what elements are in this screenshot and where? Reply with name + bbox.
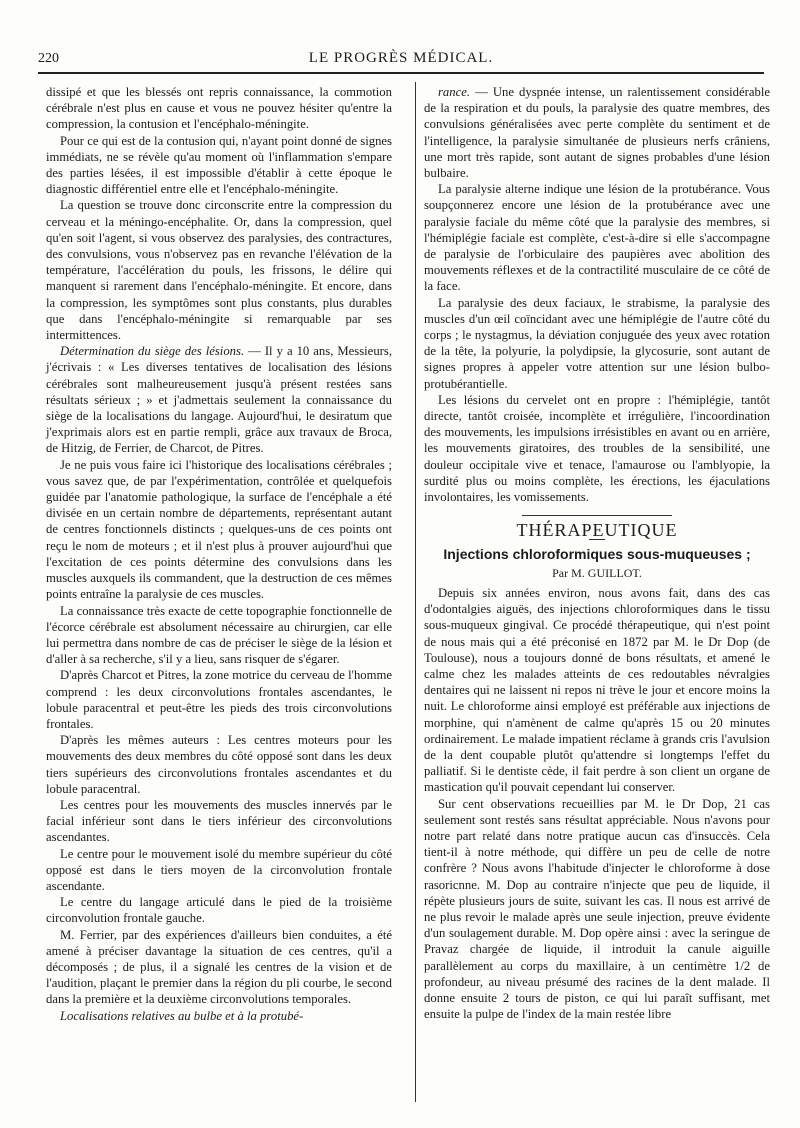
paragraph: La paralysie des deux faciaux, le strabisme, la paralysie des muscles d'un œil coïncidant avec une hémiplégie de l'autre côté du corps ; le nystagmus, la déviation conjuguée des yeux avec rotation de la tête, la polyurie, la polydipsie, la glycosurie, sont autant de signes propres à appeler votre attention sur une lésion bulbo-protubérantielle. — [424, 295, 770, 391]
paragraph-heading: Détermination du siège des lésions. — [60, 344, 245, 359]
byline-prefix: Par — [552, 565, 572, 580]
header-rule — [38, 72, 764, 74]
paragraph: dissipé et que les blessés ont repris connaissance, la commotion cérébrale n'est plus en cause et vous ne pouvez hésiter qu'entre la compression, la contusion et l'encéphalo-méningite. — [46, 85, 392, 132]
paragraph-heading: rance. — [438, 85, 471, 99]
byline — [424, 565, 770, 581]
column-divider — [415, 82, 416, 1102]
paragraph — [46, 1008, 392, 1024]
paragraph: La question se trouve donc circonscrite entre la compression du cerveau et la méningo-encéphalite. Or, dans la compression, quel qu'en soit l'agent, si vous observez des paralysies, des contractures, des convulsions, vous n'observez pas en revanche l'élévation de la température, l'accélération du pouls, les frissons, le délire qui manquent si rarement dans l'encéphalo-méningite. Et encore, dans la compression, les symptômes sont plus constants, plus durables que dans l'encéphalo-méningite si remarquable par ses intermittences. — [46, 198, 392, 343]
paragraph: Le centre du langage articulé dans le pied de la troisième circonvolution frontale gauche. — [46, 895, 392, 926]
section-rule — [522, 515, 672, 516]
paragraph: La paralysie alterne indique une lésion de la protubérance. Vous soupçonnerez encore une lésion de la protubérance avec une paralysie faciale du même côté que la paralysie des membres, si l'hémiplégie faciale est complète, c'est-à-dire si elle s'accompagne de paralysie de l'orbiculaire des paupières avec abolition des mouvements réflexes et de la contractilité musculaire de ce côté de la face. — [424, 182, 770, 294]
paragraph: M. Ferrier, par des expériences d'ailleurs bien conduites, a été amené à préciser davantage la situation de ces centres, qu'il a décomposés ; de plus, il a signalé les centres de la vision et de l'audition, plaçant le premier dans la région du pli courbe, le second dans la première et la deuxième circonvolutions temporales. — [46, 927, 392, 1007]
paragraph: Depuis six années environ, nous avons fait, dans des cas d'odontalgies aiguës, des injections chloroformiques dans le tissu sous-muqueux gingival. Ce procédé thérapeutique, qui n'est point de nous mais qui a été préconisé en 1872 par M. le Dr Dop (de Toulouse), nous a toujours donné de bons résultats, et amené le calme chez les malades atteints de ces redoutables névralgies dentaires qui ne laissent ni repos ni trève le jour et encore moins la nuit. Le chloroforme ainsi employé est préférable aux injections de morphine, qui n'amènent de calme qu'après 15 ou 20 minutes ordinairement. Le malade impatient réclame à grands cris l'avulsion de la dent coupable plutôt qu'attendre si longtemps l'effet du palliatif. Si le dentiste cède, il fait perdre à son client un organe de mastication qu'il pouvait cependant lui conserver. — [424, 585, 770, 795]
paragraph: D'après Charcot et Pitres, la zone motrice du cerveau de l'homme comprend : les deux circonvolutions frontales ascendantes, le lobule paracentral et peut-être les pieds des trois circonvolutions frontales. — [46, 668, 392, 731]
left-column — [46, 84, 392, 1024]
page-header — [38, 48, 764, 70]
paragraph: Le centre pour le mouvement isolé du membre supérieur du côté opposé est dans le tiers moyen de la circonvolution frontale ascendante. — [46, 846, 392, 893]
running-title: LE PROGRÈS MÉDICAL. — [308, 50, 494, 66]
paragraph: Je ne puis vous faire ici l'historique des localisations cérébrales ; vous savez que, de par l'expérimentation, contrôlée et quelquefois guidée par l'anatomie pathologique, la surface de l'encéphale a été divisée en un certain nombre de départements, représentant autant de centres fonctionnels distincts ; quelques-uns de ces points ont reçu le nom de moteurs ; et il n'est plus à prouver aujourd'hui que l'excitation de ces points détermine des convulsions dans les muscles auxquels ils commandent, que la destruction de ces mêmes points entraîne la paralysie de ces muscles. — [46, 457, 392, 602]
paragraph-heading: Localisations relatives au bulbe et à la protubé- — [60, 1008, 304, 1023]
paragraph — [424, 84, 770, 181]
paragraph: Pour ce qui est de la contusion qui, n'ayant point donné de signes immédiats, ne se révèle qu'au moment où l'inflammation s'empare des parties lésées, il est impossible d'établir à cette époque le diagnostic différentiel entre elle et l'encéphalo-méningite. — [46, 133, 392, 197]
section-title: THÉRAPEUTIQUE — [516, 520, 678, 541]
paragraph-text: — Il y a 10 ans, Messieurs, j'écrivais : « Les diverses tentatives de localisation des lésions cérébrales sont malheureusement jusqu'à présent restées sans résultats sérieux ; » et j'admettais seulement la connaissance du siège de la localisations du langage. Aujourd'hui, le desiratum que j'exprimais alors est en partie rempli, grâce aux travaux de Broca, de Hitzig, de Ferrier, de Charcot, de Pitres. — [46, 344, 392, 456]
paragraph — [46, 343, 392, 456]
paragraph: D'après les mêmes auteurs : Les centres moteurs pour les mouvements des deux membres du côté opposé sont dans les deux tiers supérieurs des circonvolutions frontales ascendantes et du lobule paracentral. — [46, 733, 392, 796]
paragraph: La connaissance très exacte de cette topographie fonctionnelle de l'écorce cérébrale est absolument nécessaire au chirurgien, car elle lui permettra dans nombre de cas de préciser le siège de la lésion et d'aller à sa recherche, s'il y a lieu, sans risquer de s'égarer. — [46, 603, 392, 667]
article-title: Injections chloroformiques sous-muqueuses ; — [443, 546, 751, 563]
paragraph: Les lésions du cervelet ont en propre : l'hémiplégie, tantôt directe, tantôt croisée, incomplète et irrégulière, l'incoordination des mouvements, les impulsions irrésistibles en avant ou en arrière, les mouvements giratoires, des troubles de la sensibilité, une douleur occipitale vive et tenace, l'amaurose ou l'amblyopie, la surdité plus ou moins complète, les érections, les éjaculations involontaires, les vomissements. — [424, 392, 770, 505]
right-column — [424, 84, 770, 1022]
paragraph-text: — Une dyspnée intense, un ralentissement considérable de la respiration et du pouls, la paralysie des quatre membres, des convulsions généralisées avec perte complète du sentiment et de l'intelligence, la paralysie simultanée de plusieurs nerfs crâniens, une mort très rapide, sont autant de signes probables d'une lésion bulbaire. — [424, 85, 770, 181]
byline-author: M. GUILLOT. — [571, 565, 642, 580]
paragraph: Sur cent observations recueillies par M. le Dr Dop, 21 cas seulement sont restés sans résultat appréciable. Nous n'avons pour notre part relaté dans notre pratique aucun cas d'insuccès. Cela tient-il à notre méthode, qui diffère un peu de celle de notre confrère ? Nous avons l'habitude d'injecter le chloroforme à dose rasoricnne. M. Dop au contraire n'injecte que peu de liquide, il répète plusieurs jours de suite, suivant les cas. Il nous est arrivé de ne plus revoir le malade après une seule injection, preuve évidente d'un soulagement durable. M. Dop opère ainsi : avec la seringue de Pravaz chargée de liquide, il introduit la canule aiguille parallèlement au corps du maxillaire, à un centimètre 1/2 de profondeur, au niveau présumé des racines de la dent malade. Il donne ensuite 2 tours de piston, ce qui lui paraît suffisant, met ensuite la pulpe de l'index de la main restée libre — [424, 796, 770, 1022]
page-number: 220 — [38, 51, 59, 66]
paragraph: Les centres pour les mouvements des muscles innervés par le facial inférieur sont dans le tiers inférieur des circonvolutions ascendantes. — [46, 797, 392, 845]
